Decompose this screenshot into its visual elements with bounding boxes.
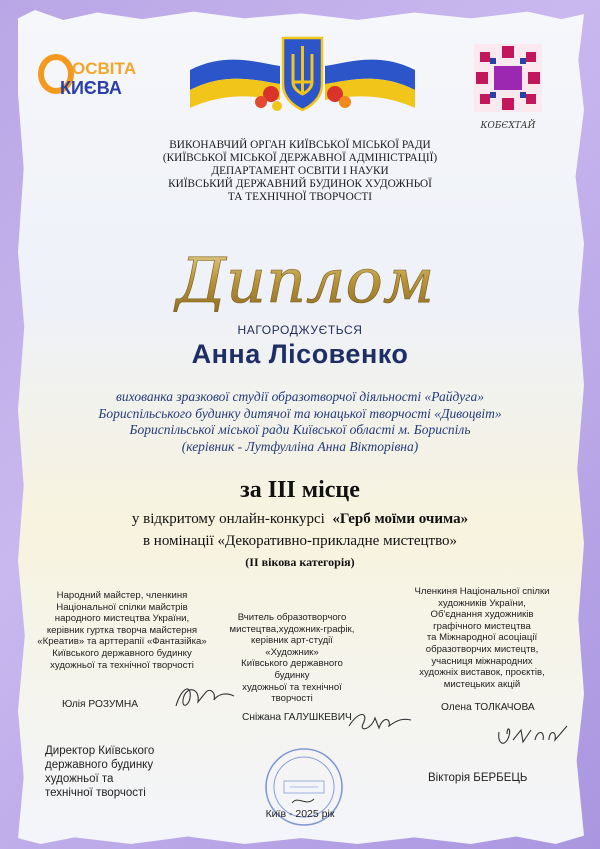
contest-line <box>0 511 600 528</box>
jury-member-3-title <box>392 586 572 690</box>
ornament-caption: КОБЄХТАЙ <box>480 121 536 131</box>
jury-line: Національної спілки майстрів <box>56 601 188 613</box>
director-line: художньої та <box>45 773 114 785</box>
logo-line1: ОСВІТА <box>72 59 137 78</box>
jury-line: керівник гуртка творча майстерня <box>46 624 198 636</box>
jury-line: Народний майстер, членкиня <box>56 590 188 601</box>
signature-3 <box>493 718 573 752</box>
jury-line: художніх виставок, проєктів, <box>419 667 545 679</box>
jury-line: учасниця міжнародних <box>431 655 533 667</box>
recipient-name: Анна Лісовенко <box>191 339 409 369</box>
header-line: ТА ТЕХНІЧНОЇ ТВОРЧОСТІ <box>227 191 373 203</box>
jury-member-2-name: Сніжана ГАЛУШКЕВИЧ <box>242 712 352 723</box>
header-line: (КИЇВСЬКОЇ МІСЬКОЇ ДЕРЖАВНОЇ АДМІНІСТРАЦІЇ) <box>162 152 438 164</box>
flag-emblem <box>185 32 420 124</box>
description-line: (керівник - Лутфулліна Анна Вікторівна) <box>181 438 419 454</box>
jury-member-1-name: Юлія РОЗУМНА <box>62 699 139 710</box>
ornament-logo <box>470 42 546 134</box>
jury-line: керівник арт-студії <box>251 635 333 647</box>
contest-name: «Герб моїми очима» <box>332 511 469 527</box>
nomination: в номінації «Декоративно-прикладне мистецтво» <box>142 533 458 549</box>
jury-line: Київського державного будинку <box>52 647 192 659</box>
jury-line: художньої та технічної творчості <box>50 659 194 671</box>
jury-line: Київського державного <box>241 658 343 670</box>
osvita-kyieva-logo <box>38 50 158 102</box>
jury-line: «Креатив» та арттерапії «Фантазійка» <box>37 636 207 648</box>
footer-city-year: Київ - 2025 рік <box>265 808 335 820</box>
header-line: ВИКОНАВЧИЙ ОРГАН КИЇВСЬКОЇ МІСЬКОЇ РАДИ <box>169 139 431 151</box>
jury-line: будинку <box>274 669 310 681</box>
description-line: Бориспільської міської ради Київської області м. Бориспіль <box>129 422 471 437</box>
jury-line: художників України, <box>438 597 526 609</box>
description-line: вихованка зразкової студії образотворчої діяльності «Райдуга» <box>116 389 484 404</box>
description-line: Бориспільського будинку дитячої та юнацької творчості «Дивоцвіт» <box>98 405 502 421</box>
jury-line: Об'єднання художників <box>430 609 534 621</box>
director-line: технічної творчості <box>45 787 146 799</box>
jury-line: «Художник» <box>265 646 319 658</box>
contest-prefix: у відкритому онлайн-конкурсі <box>131 511 325 527</box>
signature-1 <box>170 678 240 714</box>
age-category: (ІІ вікова категорія) <box>245 555 355 569</box>
recipient-description <box>20 389 580 455</box>
jury-line: художньої та технічної <box>242 681 342 693</box>
jury-line: творчості <box>271 693 313 705</box>
jury-line: Членкиня Національної спілки <box>414 586 550 597</box>
jury-line: Вчитель образотворчого <box>237 612 347 623</box>
header-line: ДЕПАРТАМЕНТ ОСВІТИ І НАУКИ <box>211 165 389 177</box>
signature-2 <box>345 706 415 736</box>
jury-line: мистецтва,художник-графік, <box>229 623 355 635</box>
director-name: Вікторія БЕРБЕЦЬ <box>428 772 528 784</box>
header-line: КИЇВСЬКИЙ ДЕРЖАВНИЙ БУДИНОК ХУДОЖНЬОЇ <box>168 178 432 190</box>
director-line: державного будинку <box>45 759 154 771</box>
place-award: за ІІІ місце <box>240 477 360 503</box>
awarded-label: НАГОРОДЖУЄТЬСЯ <box>237 323 363 337</box>
jury-line: образотворчих мистецтв, <box>425 643 539 655</box>
jury-member-1-title <box>34 590 210 671</box>
director-line: Директор Київського <box>45 745 155 757</box>
issuer-header <box>100 139 500 204</box>
logo-line2: КИЄВА <box>60 78 122 98</box>
diploma-title-text: Диплом <box>175 244 435 317</box>
director-title <box>45 744 215 800</box>
jury-line: графічного мистецтва <box>433 620 531 632</box>
jury-line: та Міжнародної асоціації <box>426 632 538 644</box>
jury-member-3-name: Олена ТОЛКАЧОВА <box>441 702 535 713</box>
diploma-title <box>165 220 445 330</box>
jury-line: мистецьких акцій <box>443 678 521 690</box>
jury-line: народного мистецтва України, <box>54 613 190 625</box>
